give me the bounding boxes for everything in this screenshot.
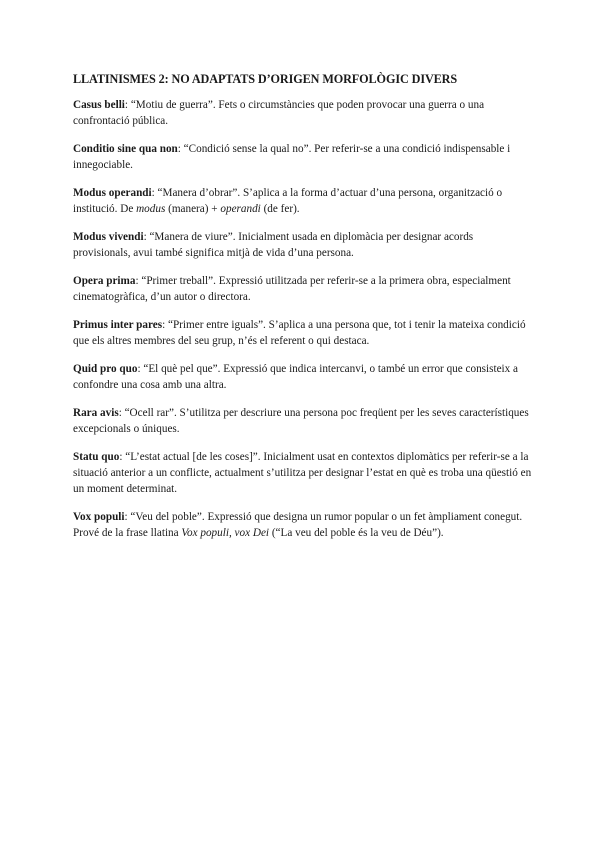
entry-definition: : “Primer entre iguals”. S’aplica a una persona que, tot i tenir la mateixa condició que els altres membres del seu grup, n’és el referent o qui destaca. (73, 319, 526, 347)
entry-modus-operandi (73, 185, 533, 217)
entry-definition: : “El què pel que”. Expressió que indica intercanvi, o també un error que consisteix a confondre una cosa amb una altra. (73, 363, 519, 391)
entry-definition: : “Motiu de guerra”. Fets o circumstàncies que poden provocar una guerra o una confrontació pública. (73, 99, 485, 127)
entry-definition: : “Manera de viure”. Inicialment usada en diplomàcia per designar acords provisionals, avui també significa mitjà de vida d’una persona. (73, 231, 474, 259)
entry-term: Modus vivendi (73, 231, 144, 243)
entry-definition-cont: (manera) + (165, 203, 221, 215)
document-title: LLATINISMES 2: NO ADAPTATS D’ORIGEN MORFOLÒGIC DIVERS (73, 72, 458, 86)
document-body (73, 72, 533, 553)
entry-statu-quo (73, 449, 533, 497)
entry-term: Opera prima (73, 275, 136, 287)
entry-italic-term: operandi (220, 203, 261, 215)
entry-opera-prima (73, 273, 533, 305)
entry-definition-end: (de fer). (260, 203, 300, 215)
entry-conditio-sine-qua-non (73, 141, 533, 173)
entry-casus-belli (73, 97, 533, 129)
entry-vox-populi (73, 509, 533, 541)
entry-definition: : “Veu del poble”. Expressió que designa un rumor popular o un fet àmpliament conegut. Prové de la frase llatina (73, 511, 523, 539)
entry-primus-inter-pares (73, 317, 533, 349)
entry-term: Rara avis (73, 407, 119, 419)
entry-definition: : “L’estat actual [de les coses]”. Inicialment usat en contextos diplomàtics per referir-se a la situació anterior a un conflicte, actualment s’utilitza per designar l’estat en què es troba una qüestió en un moment determinat. (73, 451, 532, 495)
entry-definition: : “Condició sense la qual no”. Per referir-se a una condició indispensable i innegociable. (73, 143, 511, 171)
entry-term: Modus operandi (73, 187, 152, 199)
entry-term: Casus belli (73, 99, 125, 111)
entry-definition: : “Primer treball”. Expressió utilitzada per referir-se a la primera obra, especialment cinematogràfica, d’un autor o directora. (73, 275, 511, 303)
entry-rara-avis (73, 405, 533, 437)
entry-definition: : “Manera d’obrar”. S’aplica a la forma d’actuar d’una persona, organització o institució. De (73, 187, 503, 215)
entry-term: Vox populi (73, 511, 125, 523)
entry-italic-term: modus (136, 203, 166, 215)
entry-modus-vivendi (73, 229, 533, 261)
entry-term: Primus inter pares (73, 319, 163, 331)
entry-term: Statu quo (73, 451, 120, 463)
entry-term: Quid pro quo (73, 363, 138, 375)
entry-definition-end: (“La veu del poble és la veu de Déu”). (269, 527, 444, 539)
entry-term: Conditio sine qua non (73, 143, 178, 155)
entry-quid-pro-quo (73, 361, 533, 393)
entry-italic-phrase: Vox populi, vox Dei (181, 527, 270, 539)
entry-definition: : “Ocell rar”. S’utilitza per descriure una persona poc freqüent per les seves característiques excepcionals o úniques. (73, 407, 529, 435)
